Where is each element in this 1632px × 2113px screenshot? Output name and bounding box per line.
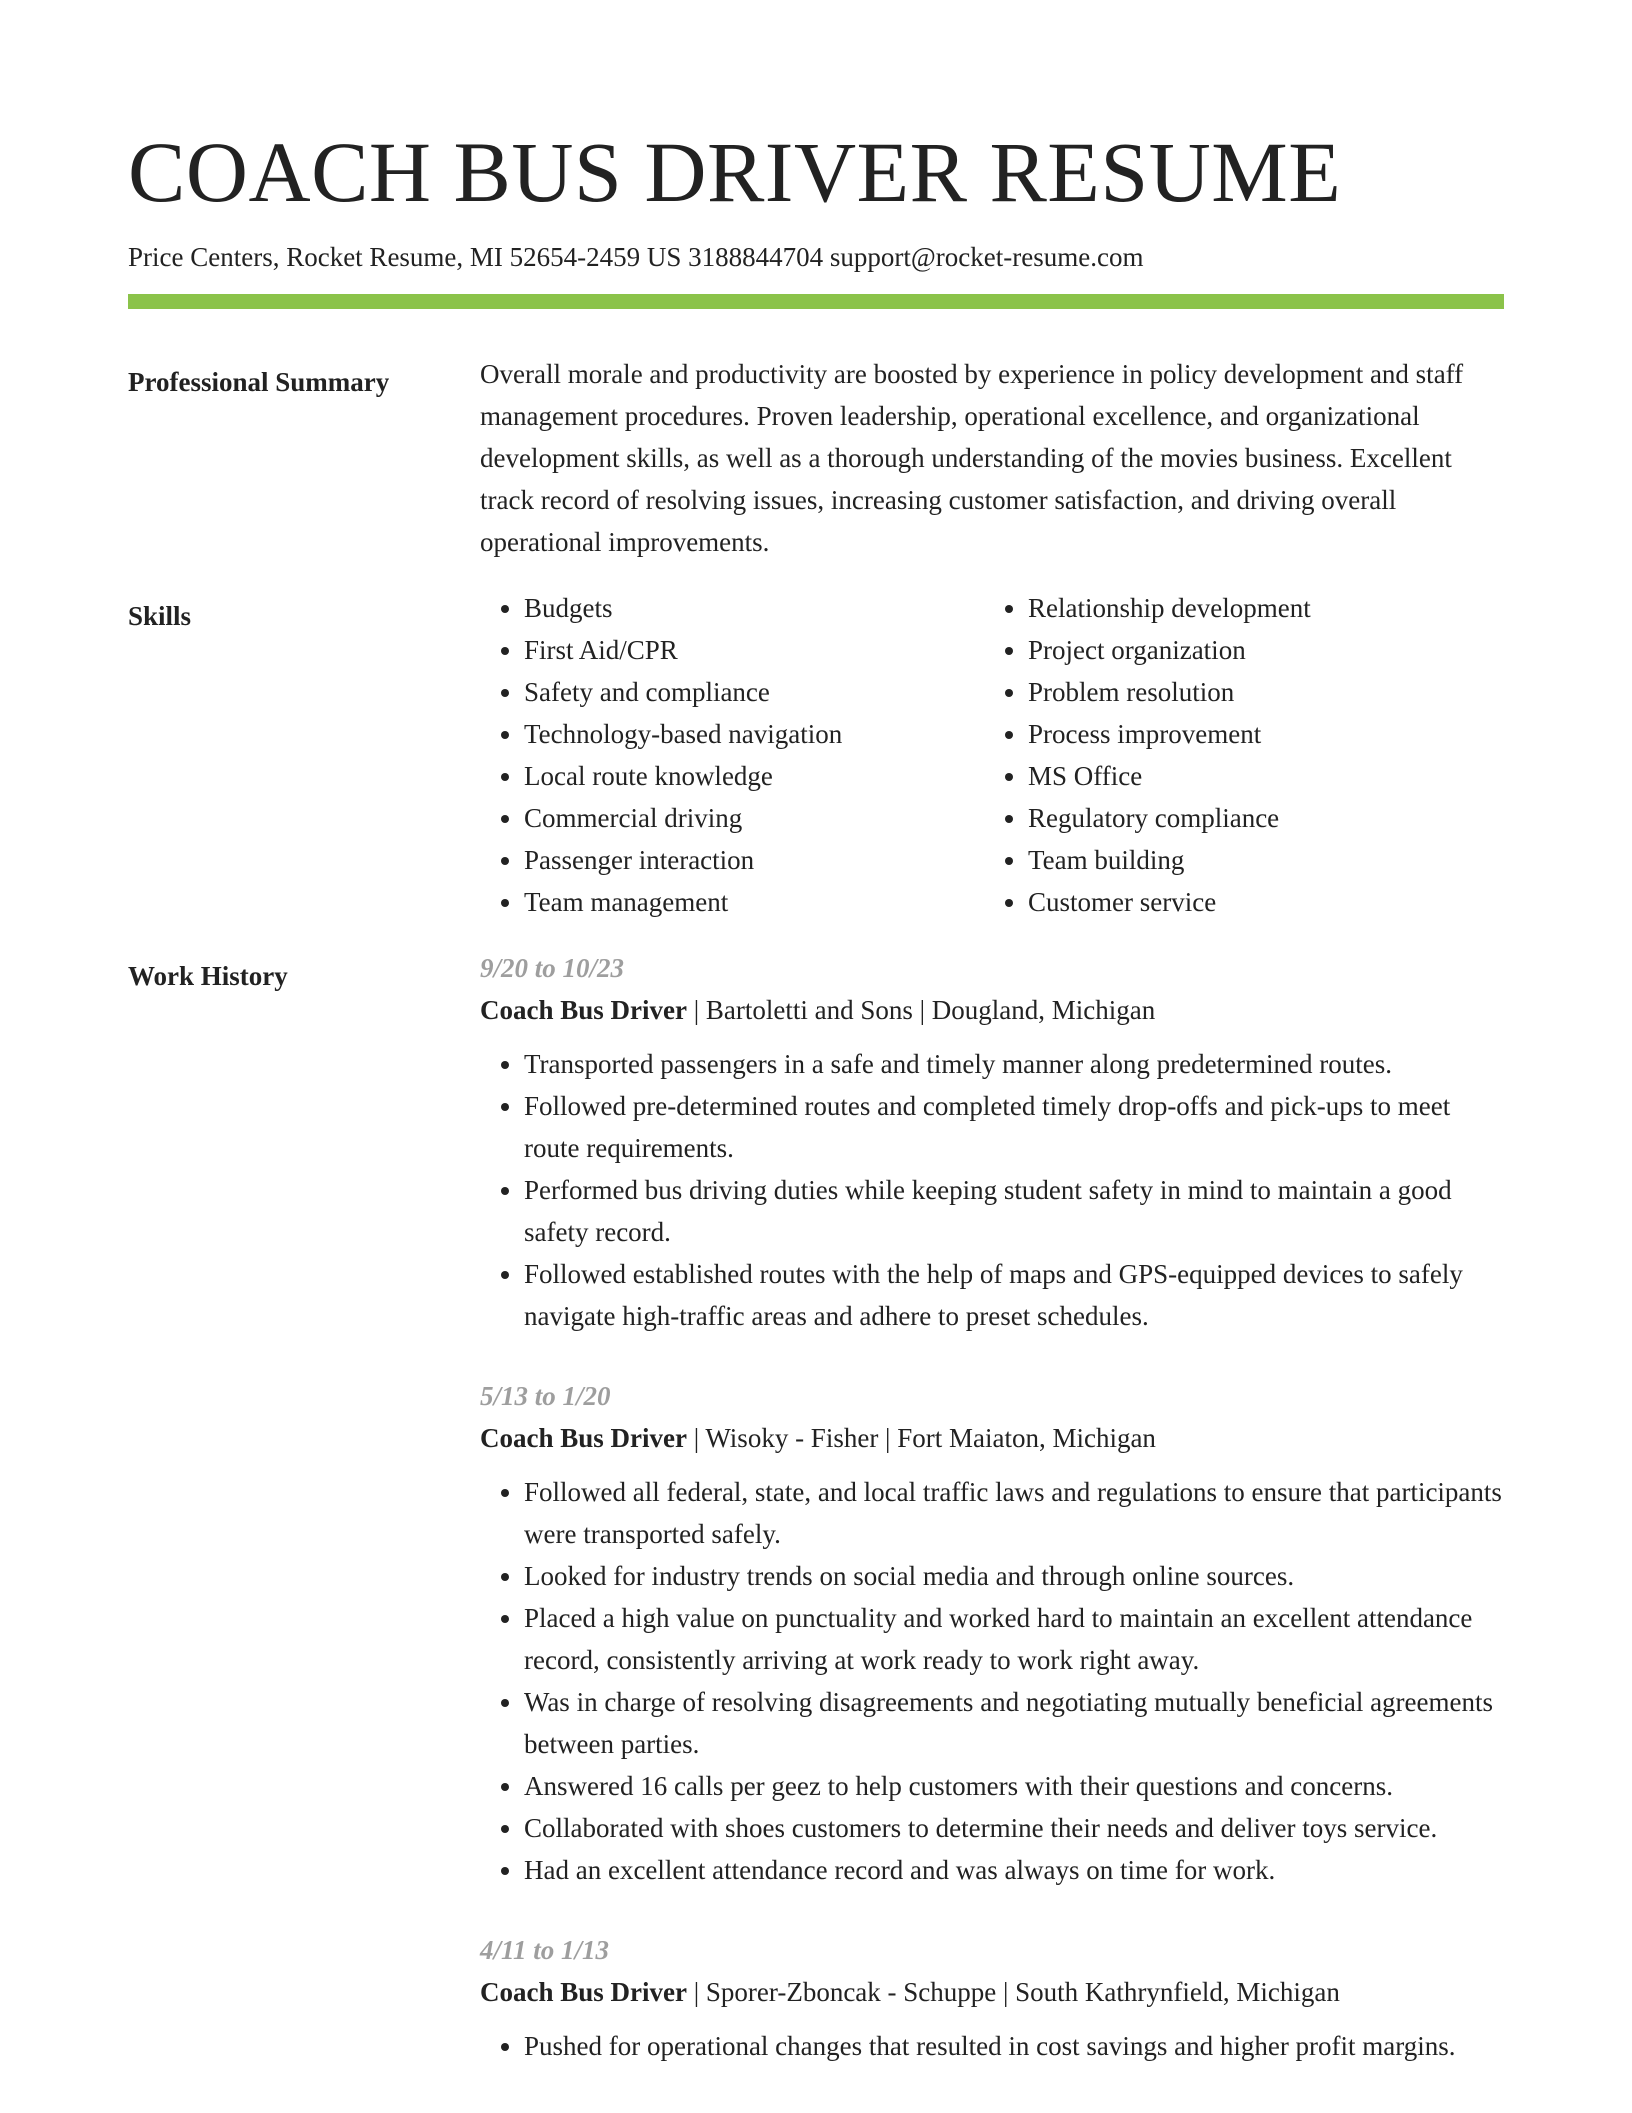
job-details: | Wisoky - Fisher | Fort Maiaton, Michigan (686, 1423, 1156, 1453)
job-bullet: • Transported passengers in a safe and timely manner along predetermined routes. (524, 1043, 1504, 1085)
skill-item: • Team building (1028, 839, 1508, 881)
skill-item: • Project organization (1028, 629, 1508, 671)
skill-item: • MS Office (1028, 755, 1508, 797)
job-dates: 4/11 to 1/13 (480, 1935, 610, 1965)
job-bullets (480, 1471, 1504, 1891)
job-bullet: • Was in charge of resolving disagreements and negotiating mutually beneficial agreements between parties. (524, 1681, 1504, 1765)
skill-item: • Passenger interaction (524, 839, 984, 881)
job-heading (480, 1417, 1504, 1459)
job-entry (480, 947, 1504, 1337)
skill-item: • Process improvement (1028, 713, 1508, 755)
job-dates: 5/13 to 1/20 (480, 1381, 611, 1411)
job-dates: 9/20 to 10/23 (480, 953, 625, 983)
summary-label: Professional Summary (128, 367, 390, 397)
contact-line: Price Centers, Rocket Resume, MI 52654-2459 US 3188844704 support@rocket-resume.com (128, 242, 1144, 272)
job-heading (480, 989, 1504, 1031)
job-bullet: • Answered 16 calls per geez to help customers with their questions and concerns. (524, 1765, 1504, 1807)
job-bullet: • Collaborated with shoes customers to determine their needs and deliver toys service. (524, 1807, 1504, 1849)
job-title: Coach Bus Driver (480, 1977, 687, 2007)
skill-item: • Relationship development (1028, 587, 1508, 629)
job-heading (480, 1971, 1504, 2013)
summary-section (128, 361, 1504, 563)
job-bullet: • Had an excellent attendance record and was always on time for work. (524, 1849, 1504, 1891)
job-title: Coach Bus Driver (480, 1423, 687, 1453)
job-bullets (480, 2025, 1504, 2067)
resume-page (128, 0, 1504, 2113)
skill-item: • Commercial driving (524, 797, 984, 839)
work-history-label: Work History (128, 961, 288, 991)
skills-section (128, 595, 1504, 923)
skill-item: • Customer service (1028, 881, 1508, 923)
accent-divider (128, 294, 1504, 309)
skill-item: • First Aid/CPR (524, 629, 984, 671)
resume-title: COACH BUS DRIVER RESUME (128, 124, 1342, 220)
summary-text: Overall morale and productivity are boosted by experience in policy development and staff management procedures. Proven leadership, operational excellence, and organizational development skills, as well as a thorough understanding of the movies business. Excellent track record of resolving issues, increasing customer satisfaction, and driving overall operational improvements. (480, 359, 1464, 557)
job-bullets (480, 1043, 1504, 1337)
job-entry (480, 1375, 1504, 1891)
job-bullet: • Performed bus driving duties while keeping student safety in mind to maintain a good safety record. (524, 1169, 1504, 1253)
skill-item: • Local route knowledge (524, 755, 984, 797)
skills-list-left (480, 587, 984, 923)
skill-item: • Regulatory compliance (1028, 797, 1508, 839)
job-bullet: • Looked for industry trends on social media and through online sources. (524, 1555, 1504, 1597)
skill-item: • Team management (524, 881, 984, 923)
job-title: Coach Bus Driver (480, 995, 687, 1025)
job-bullet: • Pushed for operational changes that resulted in cost savings and higher profit margins. (524, 2025, 1504, 2067)
skill-item: • Problem resolution (1028, 671, 1508, 713)
skill-item: • Budgets (524, 587, 984, 629)
job-bullet: • Placed a high value on punctuality and worked hard to maintain an excellent attendance record, consistently arriving at work ready to work right away. (524, 1597, 1504, 1681)
job-details: | Bartoletti and Sons | Dougland, Michigan (686, 995, 1156, 1025)
job-entry (480, 1929, 1504, 2067)
job-bullet: • Followed established routes with the help of maps and GPS-equipped devices to safely navigate high-traffic areas and adhere to preset schedules. (524, 1253, 1504, 1337)
job-bullet: • Followed pre-determined routes and completed timely drop-offs and pick-ups to meet route requirements. (524, 1085, 1504, 1169)
skills-list-right (984, 587, 1508, 923)
skill-item: • Technology-based navigation (524, 713, 984, 755)
job-bullet: • Followed all federal, state, and local traffic laws and regulations to ensure that participants were transported safely. (524, 1471, 1504, 1555)
skills-label: Skills (128, 601, 192, 631)
job-details: | Sporer-Zboncak - Schuppe | South Kathrynfield, Michigan (686, 1977, 1340, 2007)
skill-item: • Safety and compliance (524, 671, 984, 713)
work-history-section (128, 955, 1504, 2113)
